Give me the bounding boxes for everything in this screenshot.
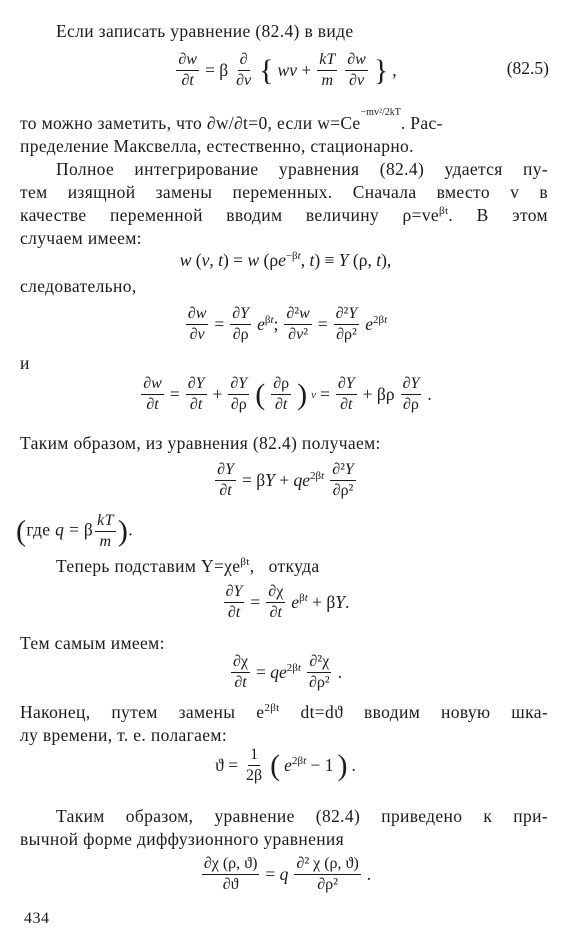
- paragraph-line: (где q = β $\frac{kT}{m}$ ).: [16, 512, 133, 550]
- paragraph-line: Тем самым имеем:: [20, 633, 165, 653]
- text-segment: Теперь подставим Y=χe: [56, 556, 241, 576]
- paragraph-line: [20, 204, 548, 226]
- exponent: βt: [240, 556, 250, 568]
- equation-chi-substitution: $\frac{\partial Y}{\partial t}$ = $\frac{\partial\chi}{\partial t}$ $e^{\beta t} + \beta Y$.: [225, 583, 350, 621]
- exponent: βt: [439, 205, 449, 217]
- equation-number: (82.5): [506, 58, 549, 78]
- page-number: 434: [24, 910, 50, 927]
- equation-derivatives: $\frac{\partial w}{\partial v}$ = $\frac{\partial Y}{\partial\rho}$ $e^{\beta t}$; $\frac{\text{∂²w}}{\text{∂v²}}$ = $\frac{\text{∂²Y}}{\text{∂ρ²}}$ $e^{2\beta t}$: [187, 305, 388, 343]
- paragraph-line: и: [20, 353, 30, 373]
- text-segment: качестве переменной вводим величину ρ=ve: [20, 205, 440, 225]
- equation-time-derivative: $\frac{\partial w}{\partial t}$ = $\frac{\partial Y}{\partial t}$ + $\frac{\partial Y}{\partial\rho}$ ( $\frac{\partial\rho}{\partial t}$ ) v = $\frac{\partial Y}{\partial t}$ + βρ $\frac{\partial Y}{\partial\rho}$ .: [143, 375, 432, 413]
- text-segment: Наконец, путем замены e: [20, 702, 265, 722]
- equation-y-evolution: $\frac{\partial Y}{\partial t}$ = $\beta Y + qe^{2\beta t}$ $\frac{\text{∂²Y}}{\text{∂ρ²}}$: [217, 461, 354, 499]
- text-segment: . Рас-: [400, 113, 443, 133]
- paragraph-line: тем изящной замены переменных. Сначала вместо v в: [20, 182, 548, 202]
- paragraph-line: вычной форме диффузионного уравнения: [20, 829, 345, 849]
- paragraph-line: лу времени, т. е. полагаем:: [20, 725, 228, 745]
- equation-theta: ϑ = $\frac{1}{2\beta}$ ( $e^{2\beta t} - 1$ ) .: [215, 746, 356, 784]
- paragraph-line: Если записать уравнение (82.4) в виде: [56, 21, 354, 41]
- text-segment: . В этом: [448, 205, 548, 225]
- paragraph-line: случаем имеем:: [20, 228, 142, 248]
- exponent: 2βt: [264, 702, 280, 714]
- paragraph-line: Полное интегрирование уравнения (82.4) удается пу-: [56, 159, 548, 179]
- paragraph-line: [56, 555, 548, 577]
- paragraph-line: Таким образом, уравнение (82.4) приведено к при-: [56, 806, 548, 826]
- paragraph-line: Таким образом, из уравнения (82.4) получаем:: [20, 433, 381, 453]
- text-segment: , откуда: [249, 556, 320, 576]
- paragraph-line: следовательно,: [20, 276, 137, 296]
- equation-substitution: w (v, t) = w ($\rho e^{-\beta t}$, t) ≡ Y (ρ, t),: [179, 250, 392, 270]
- text-segment: то можно заметить, что ∂w/∂t=0, если w=Ce: [20, 113, 361, 133]
- paragraph-line: пределение Максвелла, естественно, стационарно.: [20, 136, 414, 156]
- paragraph-line: [20, 701, 548, 723]
- text-segment: dt=dϑ вводим новую шка-: [279, 702, 548, 722]
- equation-chi-diffusion: $\frac{\partial\chi}{\partial t}$ = $qe^{2\beta t}$ $\frac{\text{∂²χ}}{\text{∂ρ²}}$ .: [232, 653, 343, 691]
- equation-82-5: $\frac{\partial w}{\partial t}$ = β $\frac{\partial}{\partial v}$ { wv + $\frac{kT}{m}$ $\frac{\partial w}{\partial v}$ } ,: [178, 51, 397, 89]
- exponent: −mv²/2kT: [360, 107, 401, 118]
- equation-final-diffusion: $\frac{\partial\chi (\rho, ϑ)}{\partial ϑ}$ = q $\frac{\text{∂² χ (ρ, ϑ)}}{\text{∂ρ²}}$ .: [203, 855, 372, 893]
